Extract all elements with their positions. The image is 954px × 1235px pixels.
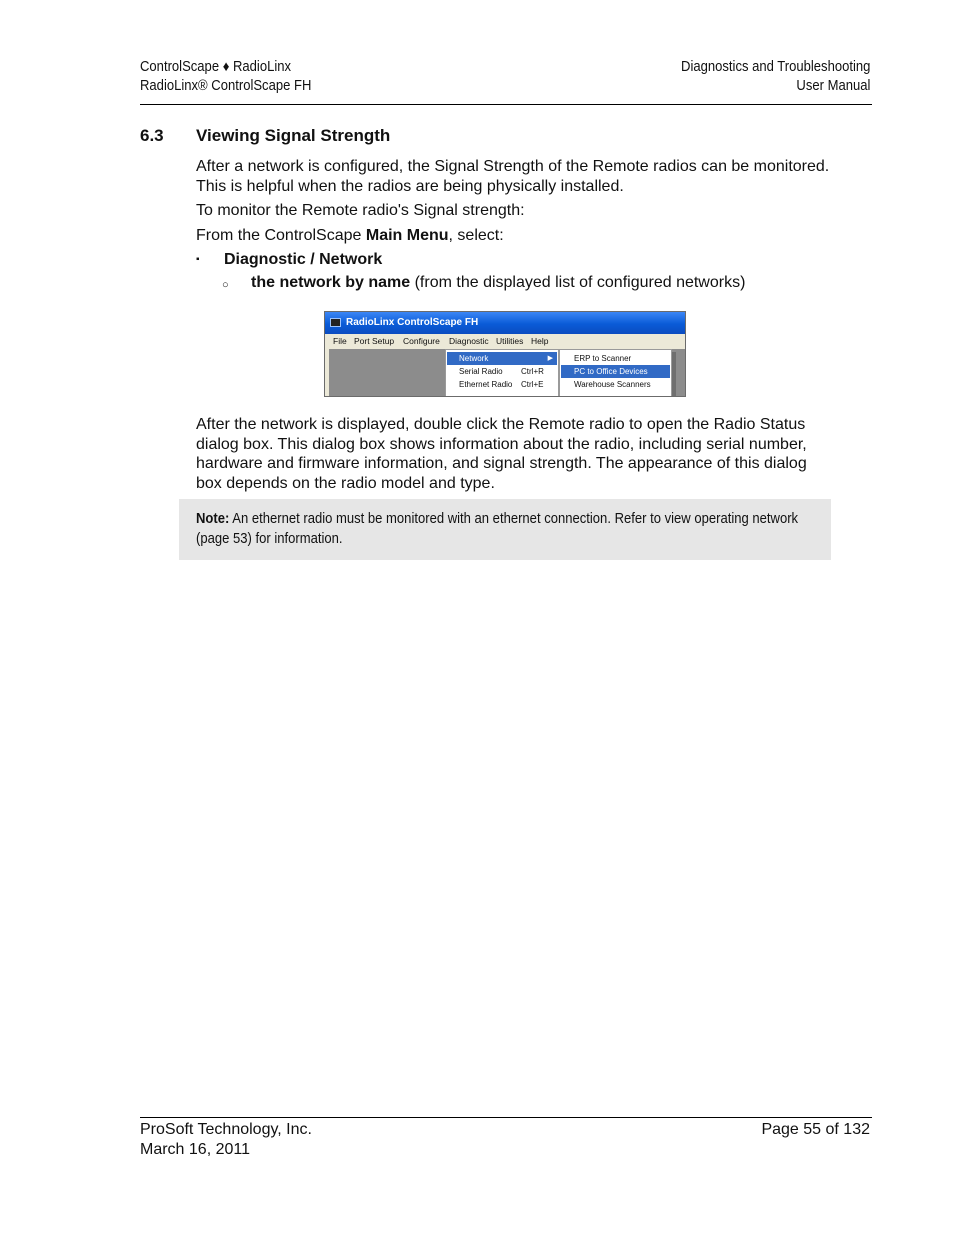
submenu-item-warehouse-scanners[interactable] — [561, 378, 670, 391]
menu-bar — [325, 334, 685, 349]
note-label: Note: — [196, 511, 230, 527]
note-box — [179, 499, 831, 560]
note-text — [196, 509, 808, 549]
header-chapter: Diagnostics and Troubleshooting — [680, 59, 870, 75]
menu-file[interactable]: File — [333, 336, 347, 346]
sub-bullet-network-by-name — [222, 273, 745, 295]
menu-diagnostic[interactable]: Diagnostic — [449, 336, 489, 346]
submenu-item-erp-to-scanner[interactable] — [561, 352, 670, 365]
menu-item-shortcut: Ctrl+E — [521, 380, 544, 389]
submenu-item-pc-to-office-devices[interactable] — [561, 365, 670, 378]
menu-item-label: Serial Radio — [459, 367, 503, 376]
window-titlebar — [325, 312, 685, 334]
radio-status-paragraph: After the network is displayed, double click the Remote radio to open the Radio Status dialog box. This dialog box shows information about the radio, including serial number, hardware and firmware information, and signal strength. The appearance of this dialog box depends on the radio model and type. — [196, 416, 807, 492]
menu-port-setup[interactable]: Port Setup — [354, 336, 395, 346]
menu-item-label: Network — [459, 354, 489, 363]
note-body: An ethernet radio must be monitored with an ethernet connection. Refer to view operating network (page 53) for information. — [196, 511, 799, 547]
footer-divider — [140, 1117, 872, 1118]
app-window-icon — [330, 318, 341, 327]
running-header-left — [140, 58, 311, 96]
submenu-item-label: ERP to Scanner — [574, 354, 632, 363]
running-header-right — [681, 58, 870, 96]
menu-item-shortcut: Ctrl+R — [521, 367, 544, 376]
menu-utilities[interactable]: Utilities — [496, 336, 524, 346]
square-bullet-icon: ▪ — [196, 254, 200, 265]
footer-left — [140, 1120, 312, 1159]
submenu-item-label: PC to Office Devices — [574, 367, 648, 376]
diagnostic-dropdown — [445, 349, 559, 397]
menu-item-ethernet-radio[interactable] — [447, 378, 557, 391]
menu-item-network[interactable] — [447, 352, 557, 365]
menu-instruction-prefix: From the ControlScape — [196, 227, 366, 244]
network-submenu — [559, 349, 672, 397]
main-menu-term: Main Menu — [365, 227, 449, 244]
footer-company: ProSoft Technology, Inc. — [140, 1121, 312, 1138]
menu-instruction-paragraph — [196, 226, 836, 246]
header-product-line: ControlScape ♦ RadioLinx — [140, 59, 292, 75]
intro-paragraph: After a network is configured, the Signal Strength of the Remote radios can be monitored. This is helpful when the radios are being physically installed. — [196, 158, 830, 195]
header-divider — [140, 104, 872, 105]
sub-bullet-bold: the network by name — [251, 274, 411, 291]
footer-right — [761, 1120, 870, 1140]
header-doc-type: User Manual — [796, 78, 870, 94]
submenu-shadow — [672, 352, 676, 397]
section-title: Viewing Signal Strength — [196, 126, 391, 145]
instruction-paragraph: To monitor the Remote radio's Signal strength: — [196, 202, 525, 219]
menu-instruction-suffix: , select: — [448, 227, 504, 244]
circle-bullet-icon: ○ — [222, 279, 229, 291]
footer-date: March 16, 2011 — [140, 1140, 250, 1158]
section-number: 6.3 — [140, 126, 164, 145]
window-title: RadioLinx ControlScape FH — [346, 317, 479, 328]
submenu-arrow-icon: ▶ — [547, 355, 553, 362]
header-product-name: RadioLinx® ControlScape FH — [140, 78, 312, 94]
page-number: Page 55 of 132 — [761, 1121, 870, 1138]
section-heading — [140, 126, 390, 146]
submenu-item-label: Warehouse Scanners — [574, 380, 651, 389]
controlscape-menu-screenshot — [324, 311, 686, 397]
bullet-text: Diagnostic / Network — [224, 251, 383, 268]
menu-item-serial-radio[interactable] — [447, 365, 557, 378]
bullet-diagnostic-network — [196, 250, 382, 269]
menu-item-label: Ethernet Radio — [459, 380, 513, 389]
sub-bullet-rest: (from the displayed list of configured networks) — [410, 274, 746, 291]
menu-help[interactable]: Help — [531, 336, 549, 346]
menu-configure[interactable]: Configure — [403, 336, 440, 346]
